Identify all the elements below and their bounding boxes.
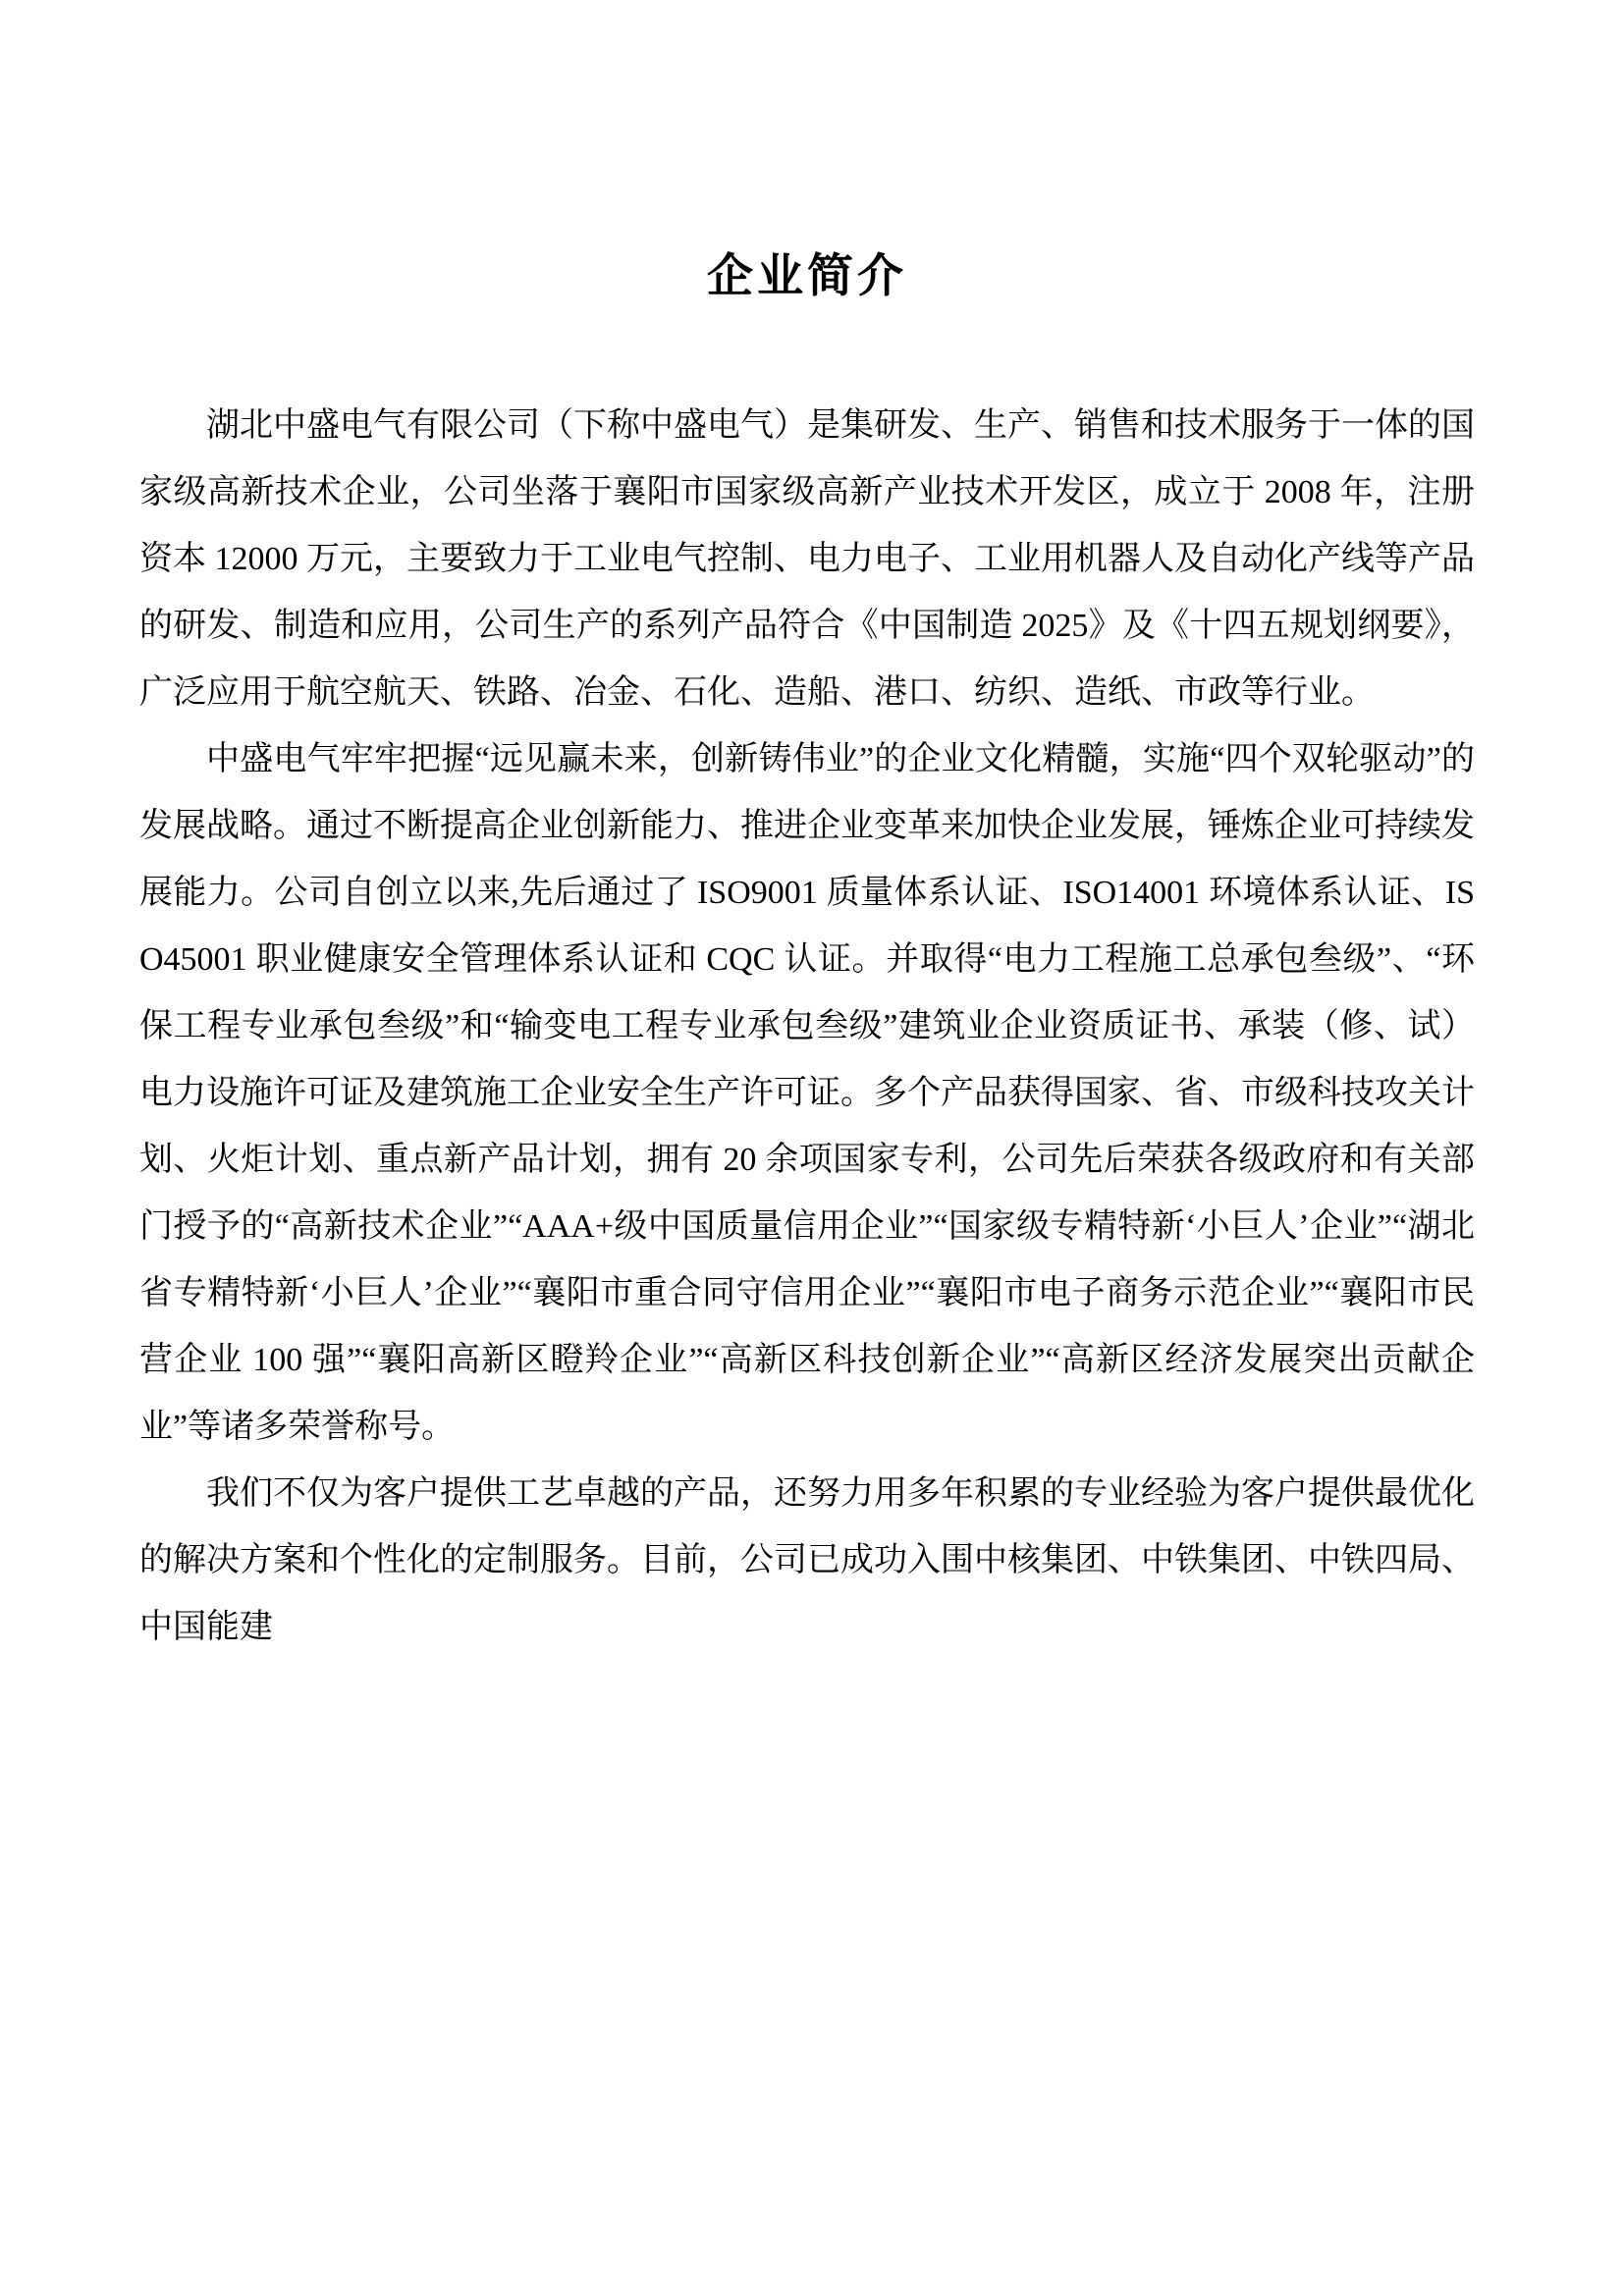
paragraph-culture-certifications-honors: 中盛电气牢牢把握“远见赢未来，创新铸伟业”的企业文化精髓，实施“四个双轮驱动”的发展战略。通过不断提高企业创新能力、推进企业变革来加快企业发展，锤炼企业可持续发展能力。公司自创立以来,先后通过了 ISO9001 质量体系认证、ISO14001 环境体系认证、ISO45001 职业健康安全管理体系认证和 CQC 认证。并取得“电力工程施工总承包叁级”、“环保工程专业承包叁级”和“输变电工程专业承包叁级”建筑业企业资质证书、承装（修、试）电力设施许可证及建筑施工企业安全生产许可证。多个产品获得国家、省、市级科技攻关计划、火炬计划、重点新产品计划，拥有 20 余项国家专利，公司先后荣获各级政府和有关部门授予的“高新技术企业”“AAA+级中国质量信用企业”“国家级专精特新‘小巨人’企业”“湖北省专精特新‘小巨人’企业”“襄阳市重合同守信用企业”“襄阳市电子商务示范企业”“襄阳市民营企业 100 强”“襄阳高新区瞪羚企业”“高新区科技创新企业”“高新区经济发展突出贡献企业”等诸多荣誉称号。 <box>139 741 1475 1445</box>
paragraph-company-overview: 湖北中盛电气有限公司（下称中盛电气）是集研发、生产、销售和技术服务于一体的国家级高新技术企业，公司坐落于襄阳市国家级高新产业技术开发区，成立于 2008 年，注册资本 12000 万元，主要致力于工业电气控制、电力电子、工业用机器人及自动化产线等产品的研发、制造和应用，公司生产的系列产品符合《中国制造 2025》及《十四五规划纲要》，广泛应用于航空航天、铁路、冶金、石化、造船、港口、纺织、造纸、市政等行业。 <box>139 407 1475 711</box>
paragraph-services-clients: 我们不仅为客户提供工艺卓越的产品，还努力用多年积累的专业经验为客户提供最优化的解决方案和个性化的定制服务。目前，公司已成功入围中核集团、中铁集团、中铁四局、中国能建 <box>139 1475 1475 1645</box>
document-body <box>139 393 1475 1661</box>
page-title: 企业简介 <box>707 251 907 302</box>
